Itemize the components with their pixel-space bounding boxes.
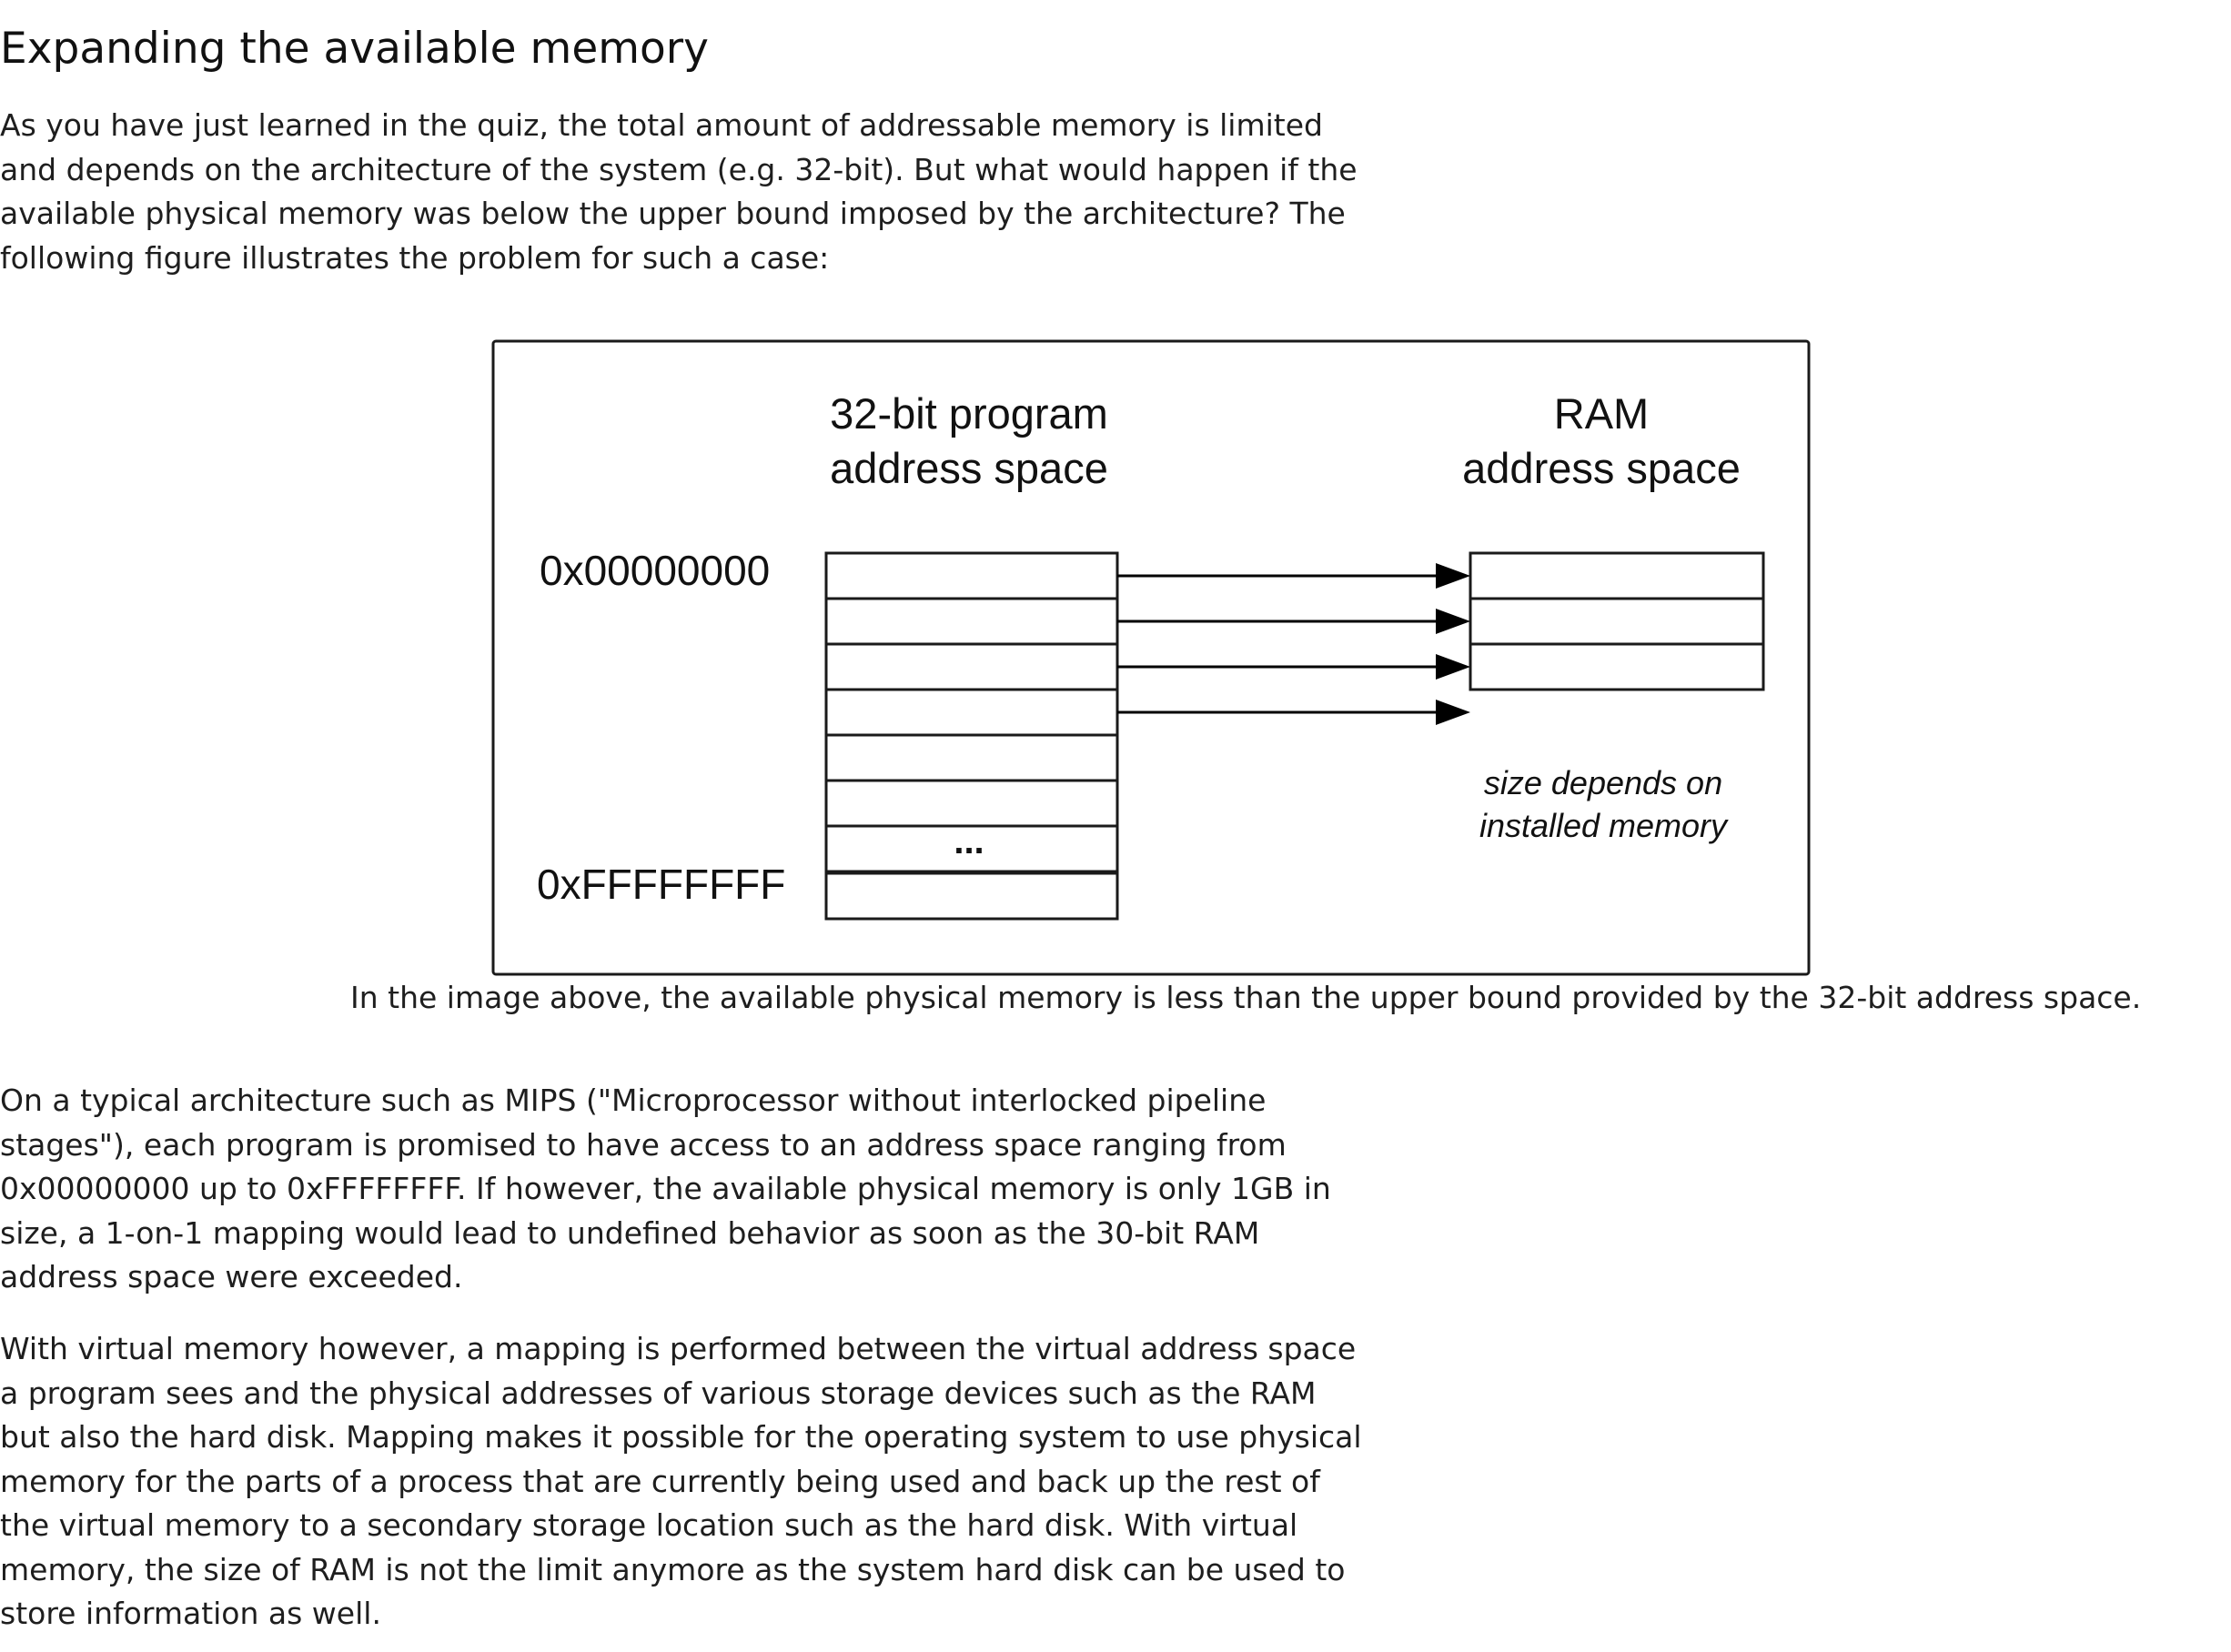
- mips-line: address space were exceeded.: [0, 1259, 463, 1294]
- virtual-memory-line: a program sees and the physical addresses of various storage devices such as the RAM: [0, 1375, 1317, 1411]
- mips-line: On a typical architecture such as MIPS ("Microprocessor without interlocked pipeline: [0, 1083, 1267, 1118]
- ram-size-note-line2: installed memory: [1479, 807, 1728, 844]
- virtual-memory-line: store information as well.: [0, 1596, 381, 1631]
- program-memory-block: [826, 599, 1117, 644]
- ram-size-note-line1: size depends on: [1483, 764, 1723, 801]
- page-title: Expanding the available memory: [0, 24, 709, 74]
- mips-line: stages"), each program is promised to have access to an address space ranging from: [0, 1126, 1287, 1163]
- ram-space-title-line1: RAM: [1553, 389, 1650, 438]
- intro-line: and depends on the architecture of the system (e.g. 32-bit). But what would happen if the: [0, 151, 1358, 187]
- virtual-memory-line: the virtual memory to a secondary storage location such as the hard disk. With virtual: [0, 1507, 1298, 1543]
- ram-address-blocks: [1470, 553, 1763, 690]
- program-space-title-line2: address space: [830, 444, 1108, 492]
- program-memory-block: [826, 781, 1117, 826]
- virtual-memory-line: memory for the parts of a process that are currently being used and back up the rest of: [0, 1463, 1320, 1499]
- start-address-label: 0x00000000: [540, 547, 771, 594]
- ram-memory-block: [1470, 599, 1763, 644]
- intro-paragraph: [0, 104, 1358, 280]
- ram-memory-block: [1470, 553, 1763, 599]
- ram-space-title-line2: address space: [1462, 444, 1741, 492]
- intro-line: As you have just learned in the quiz, the total amount of addressable memory is limited: [0, 107, 1323, 143]
- memory-mapping-figure: [491, 339, 1811, 976]
- mips-paragraph: [0, 1079, 1331, 1300]
- intro-line: following figure illustrates the problem for such a case:: [0, 239, 830, 276]
- program-memory-block: [826, 644, 1117, 690]
- memory-mapping-diagram: [491, 339, 1811, 976]
- program-memory-block: [826, 735, 1117, 781]
- program-memory-block: [826, 690, 1117, 735]
- mips-line: size, a 1-on-1 mapping would lead to undefined behavior as soon as the 30-bit RAM: [0, 1214, 1260, 1251]
- virtual-memory-line: but also the hard disk. Mapping makes it possible for the operating system to use physical: [0, 1419, 1362, 1455]
- program-last-block: [826, 873, 1117, 919]
- virtual-memory-line: memory, the size of RAM is not the limit anymore as the system hard disk can be used to: [0, 1551, 1346, 1587]
- mips-line: 0x00000000 up to 0xFFFFFFFF. If however, the available physical memory is only 1GB in: [0, 1171, 1331, 1206]
- virtual-memory-paragraph: [0, 1327, 1362, 1637]
- figure-caption: In the image above, the available physical memory is less than the upper bound provided by the 32-bit address space.: [350, 980, 2142, 1015]
- intro-line: available physical memory was below the upper bound imposed by the architecture? The: [0, 196, 1346, 231]
- program-ellipsis: ...: [954, 821, 984, 861]
- program-space-title-line1: 32-bit program: [830, 389, 1108, 438]
- program-memory-block: [826, 553, 1117, 599]
- virtual-memory-line: With virtual memory however, a mapping is performed between the virtual address space: [0, 1331, 1357, 1366]
- end-address-label: 0xFFFFFFFF: [537, 861, 786, 908]
- ram-memory-block: [1470, 644, 1763, 690]
